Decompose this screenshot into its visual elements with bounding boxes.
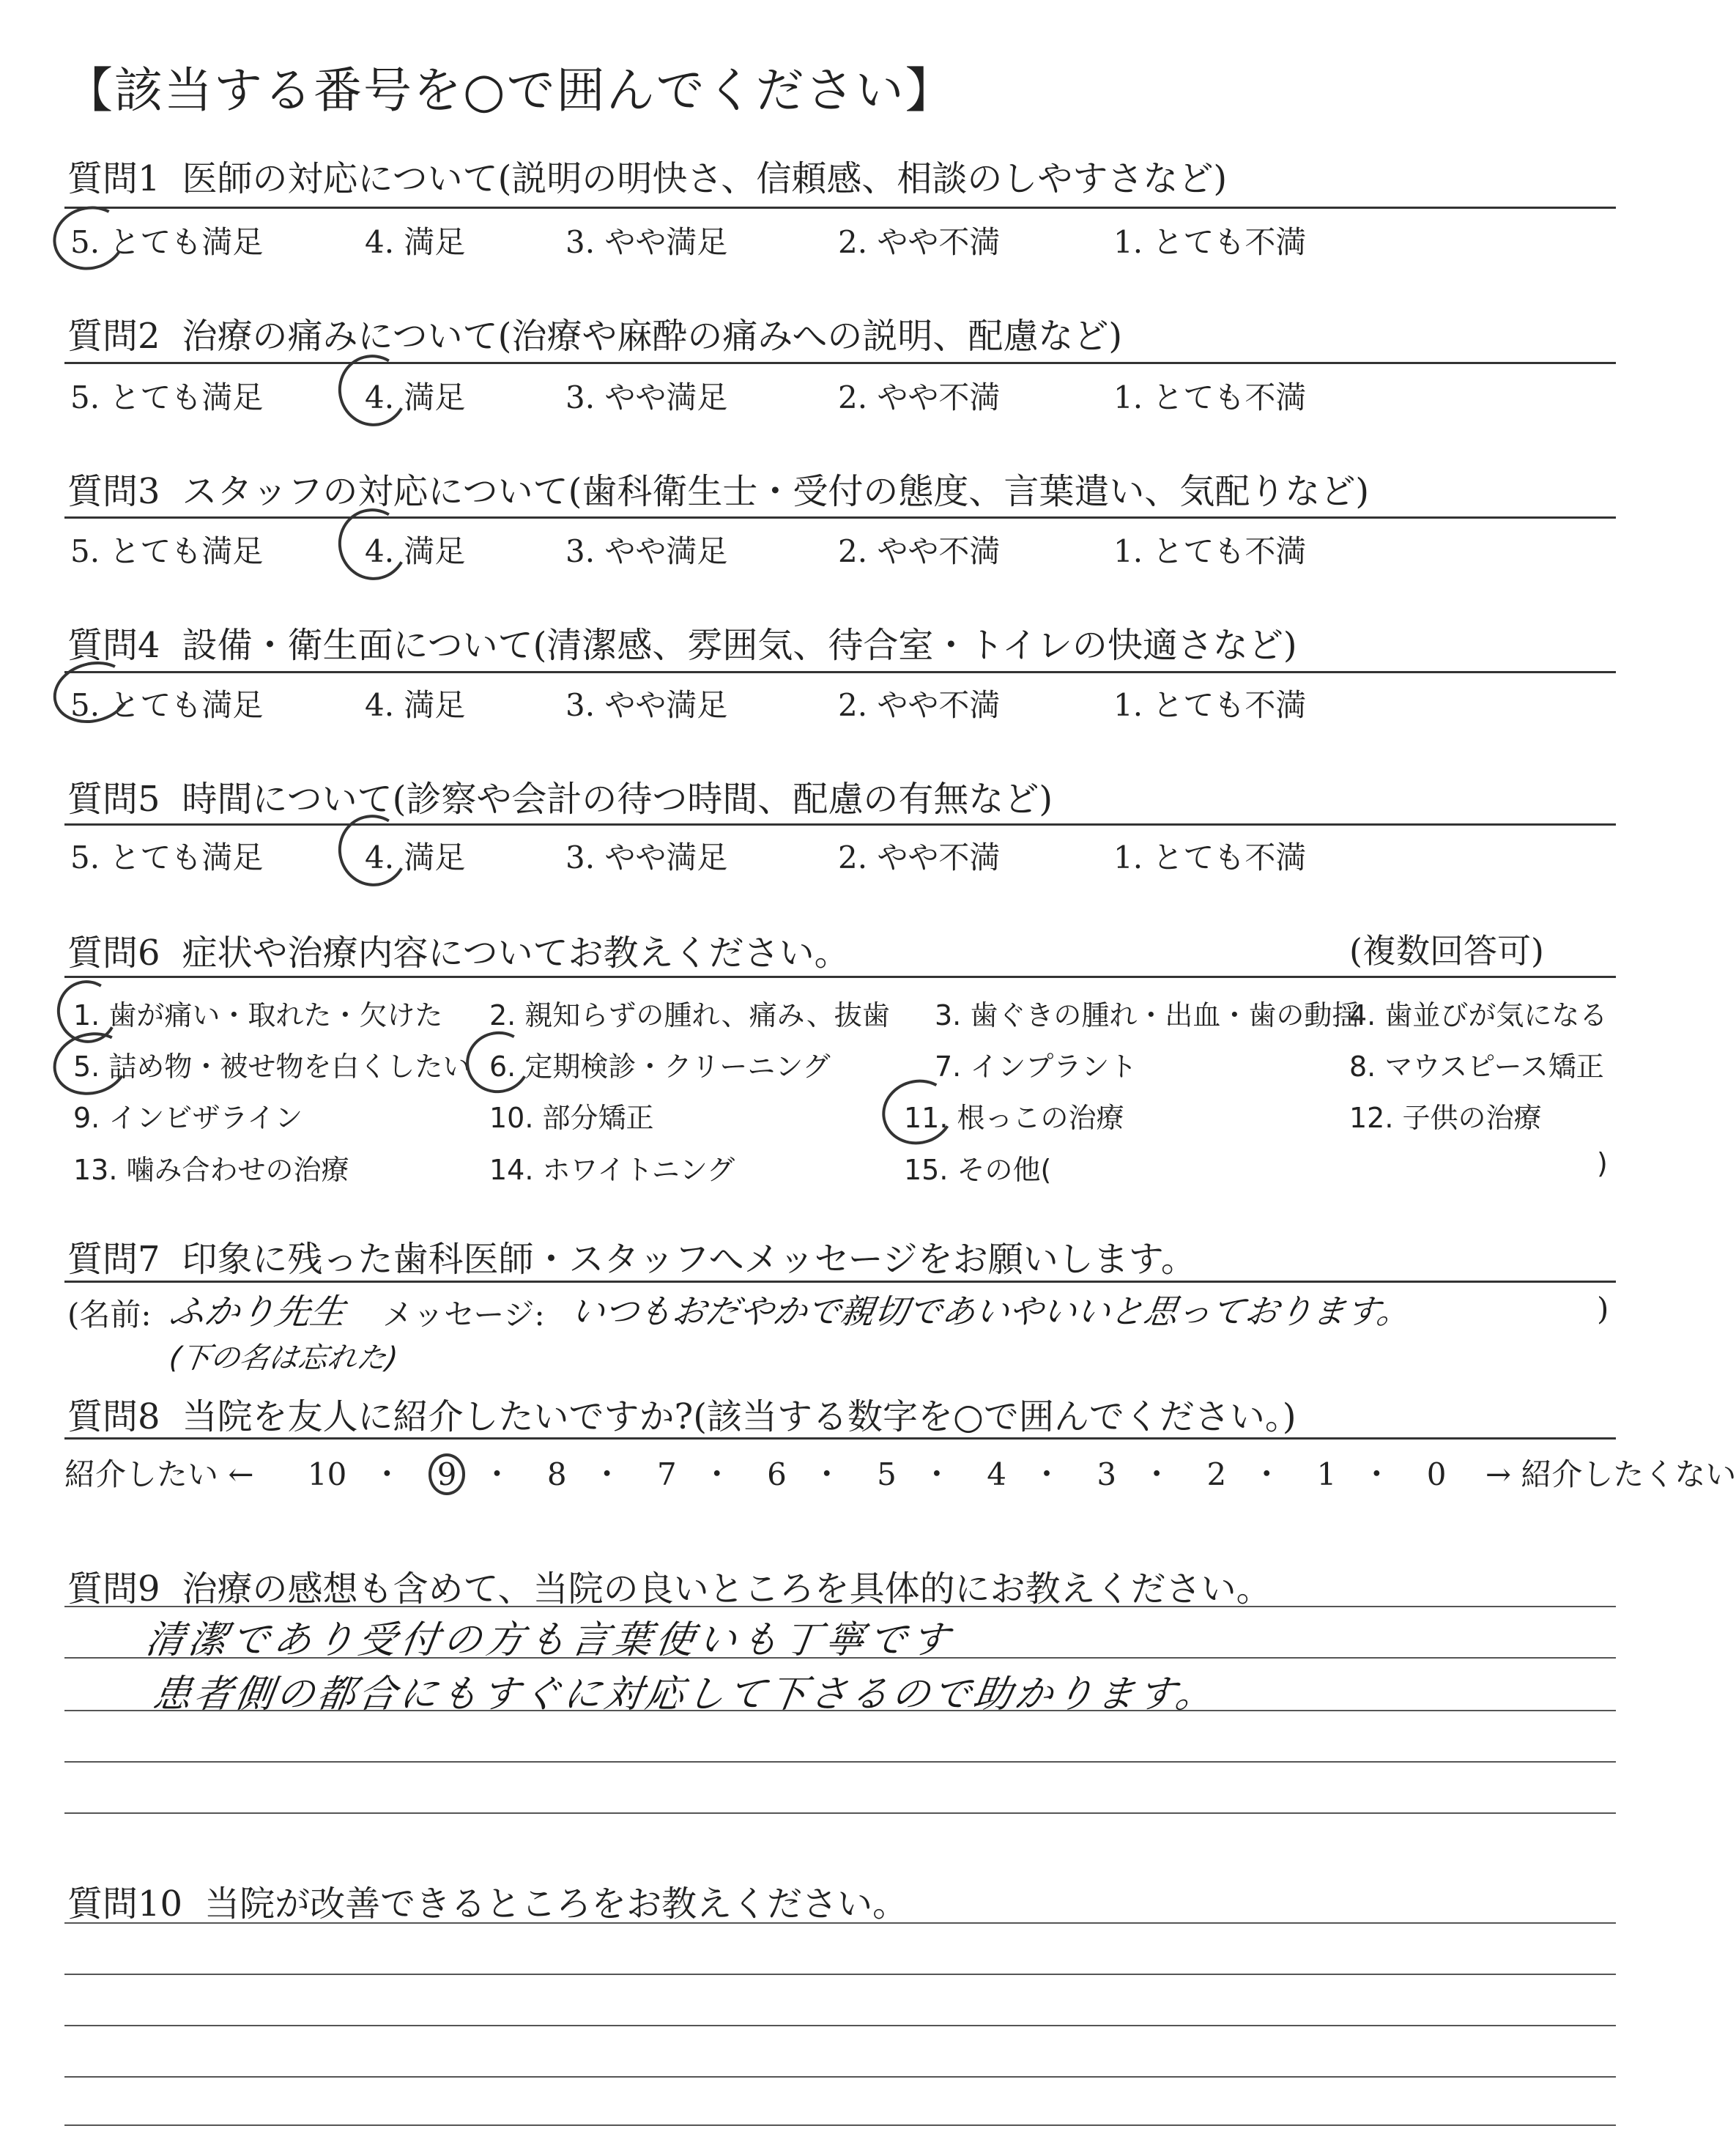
q1-option-4[interactable]: 4. 満足 xyxy=(365,224,466,260)
q2-option-2[interactable]: 2. やや不満 xyxy=(838,379,1001,415)
q8-left-label: 紹介したい ← xyxy=(64,1456,254,1492)
q5-option-1[interactable]: 1. とても不満 xyxy=(1113,840,1307,875)
q9-answer-line-1[interactable]: 清潔であり受付の方も言葉使いも丁寧です xyxy=(143,1618,957,1662)
q6-selection-circle-6 xyxy=(459,1024,538,1100)
q10-line-5 xyxy=(64,2124,1616,2126)
q7-name-label: (名前: xyxy=(67,1297,152,1333)
q6-option-14[interactable]: 14. ホワイトニング xyxy=(489,1154,735,1186)
question-5-rule xyxy=(64,823,1616,826)
q7-message-handwritten[interactable]: いつもおだやかで親切であいやいいと思っております。 xyxy=(568,1292,1414,1331)
q8-right-label: → 紹介したくない xyxy=(1485,1456,1736,1492)
q1-option-5[interactable]: 5. とても満足 xyxy=(70,224,264,260)
q8-scale-5[interactable]: 5 xyxy=(877,1456,897,1492)
q6-option-6[interactable]: 6. 定期検診・クリーニング xyxy=(489,1051,831,1083)
question-1-rule xyxy=(64,207,1616,209)
q3-option-2[interactable]: 2. やや不満 xyxy=(838,533,1001,569)
question-8-rule xyxy=(64,1437,1616,1440)
q6-selection-circle-5 xyxy=(46,1024,136,1103)
question-4-rule xyxy=(64,671,1616,673)
q4-option-3[interactable]: 3. やや満足 xyxy=(565,687,728,723)
q10-line-4 xyxy=(64,2076,1616,2078)
q7-name-note-handwritten: (下の名は忘れた) xyxy=(167,1341,400,1375)
q8-scale-3[interactable]: 3 xyxy=(1097,1456,1117,1492)
q6-option-9[interactable]: 9. インビザライン xyxy=(73,1102,303,1134)
q1-option-1[interactable]: 1. とても不満 xyxy=(1113,224,1307,260)
q6-option-13[interactable]: 13. 噛み合わせの治療 xyxy=(73,1154,349,1186)
question-7-title: 質問7 印象に残った歯科医師・スタッフへメッセージをお願いします。 xyxy=(67,1239,1196,1280)
question-9-title: 質問9 治療の感想も含めて、当院の良いところを具体的にお教えください。 xyxy=(67,1568,1272,1609)
q9-line-5 xyxy=(64,1812,1616,1814)
q2-option-4[interactable]: 4. 満足 xyxy=(365,379,466,415)
q4-option-4[interactable]: 4. 満足 xyxy=(365,687,466,723)
q5-option-3[interactable]: 3. やや満足 xyxy=(565,840,728,875)
q8-scale-0[interactable]: 0 xyxy=(1426,1456,1447,1492)
q6-option-1[interactable]: 1. 歯が痛い・取れた・欠けた xyxy=(73,999,443,1031)
q10-line-3 xyxy=(64,2025,1616,2026)
q6-option-8[interactable]: 8. マウスピース矯正 xyxy=(1349,1051,1604,1083)
question-4-title: 質問4 設備・衛生面について(清潔感、雰囲気、待合室・トイレの快適さなど) xyxy=(67,625,1297,666)
q7-name-handwritten[interactable]: ふかり先生 xyxy=(166,1292,349,1333)
q9-answer-line-2[interactable]: 患者側の都合にもすぐに対応して下さるので助かります。 xyxy=(150,1672,1220,1716)
q7-message-label: メッセージ: xyxy=(382,1297,545,1333)
q9-line-4 xyxy=(64,1761,1616,1763)
q6-option-7[interactable]: 7. インプラント xyxy=(935,1051,1138,1083)
q2-selection-circle xyxy=(330,347,415,434)
q4-option-2[interactable]: 2. やや不満 xyxy=(838,687,1001,723)
question-2-rule xyxy=(64,362,1616,364)
q6-option-2[interactable]: 2. 親知らずの腫れ、痛み、抜歯 xyxy=(489,999,890,1031)
q6-option-15[interactable]: 15. その他( xyxy=(904,1154,1052,1186)
q2-option-1[interactable]: 1. とても不満 xyxy=(1113,379,1307,415)
q6-option-3[interactable]: 3. 歯ぐきの腫れ・出血・歯の動揺 xyxy=(935,999,1360,1031)
q3-option-1[interactable]: 1. とても不満 xyxy=(1113,533,1307,569)
q1-selection-circle xyxy=(46,199,133,278)
question-7-rule xyxy=(64,1281,1616,1283)
q10-line-1 xyxy=(64,1922,1616,1924)
q8-scale-2[interactable]: 2 xyxy=(1206,1456,1227,1492)
question-5-title: 質問5 時間について(診察や会計の待つ時間、配慮の有無など) xyxy=(67,779,1053,820)
q6-option-4[interactable]: 4. 歯並びが気になる xyxy=(1349,999,1608,1031)
multiple-answers-note: (複数回答可) xyxy=(1349,931,1544,971)
q3-option-5[interactable]: 5. とても満足 xyxy=(70,533,264,569)
question-1-title: 質問1 医師の対応について(説明の明快さ、信頼感、相談のしやすさなど) xyxy=(67,158,1228,199)
instruction-header: 【該当する番号を○で囲んでください】 xyxy=(64,62,955,119)
question-6-rule xyxy=(64,976,1616,978)
question-10-title: 質問10 当院が改善できるところをお教えください。 xyxy=(67,1883,908,1924)
q8-scale-1[interactable]: 1 xyxy=(1316,1456,1337,1492)
question-2-title: 質問2 治療の痛みについて(治療や麻酔の痛みへの説明、配慮など) xyxy=(67,316,1123,357)
q2-option-3[interactable]: 3. やや満足 xyxy=(565,379,728,415)
q3-option-4[interactable]: 4. 満足 xyxy=(365,533,466,569)
q6-option-5[interactable]: 5. 詰め物・被せ物を白くしたい xyxy=(73,1051,471,1083)
question-8-title: 質問8 当院を友人に紹介したいですか?(該当する数字を○で囲んでください。) xyxy=(67,1396,1297,1437)
q8-scale-10[interactable]: 10 xyxy=(307,1456,347,1492)
q6-option-12[interactable]: 12. 子供の治療 xyxy=(1349,1102,1542,1134)
question-6-title: 質問6 症状や治療内容についてお教えください。 xyxy=(67,933,850,974)
q4-option-1[interactable]: 1. とても不満 xyxy=(1113,687,1307,723)
q7-close-paren: ) xyxy=(1597,1291,1609,1327)
q9-line-1 xyxy=(64,1606,1616,1607)
q8-scale-6[interactable]: 6 xyxy=(767,1456,787,1492)
q1-option-3[interactable]: 3. やや満足 xyxy=(565,224,728,260)
q10-line-2 xyxy=(64,1974,1616,1975)
q3-selection-circle xyxy=(330,501,415,588)
q5-option-2[interactable]: 2. やや不満 xyxy=(838,840,1001,875)
q5-option-4[interactable]: 4. 満足 xyxy=(365,840,466,875)
q5-option-5[interactable]: 5. とても満足 xyxy=(70,840,264,875)
q8-scale-8[interactable]: 8 xyxy=(546,1456,567,1492)
q4-option-5[interactable]: 5. とても満足 xyxy=(70,687,264,723)
q8-scale-9[interactable]: 9 xyxy=(429,1453,466,1495)
q6-option-10[interactable]: 10. 部分矯正 xyxy=(489,1102,654,1134)
q8-scale-4[interactable]: 4 xyxy=(987,1456,1007,1492)
q8-recommend-scale: 紹介したい ← 10 ・ 9 ・ 8 ・ 7 ・ 6 ・ 5 ・ 4 ・ 3 ・ 2 ・ 1 ・ 0 → 紹介したくない xyxy=(64,1451,1736,1494)
question-3-rule xyxy=(64,516,1616,519)
q1-option-2[interactable]: 2. やや不満 xyxy=(838,224,1001,260)
q6-other-close-paren: ) xyxy=(1597,1147,1608,1179)
q2-option-5[interactable]: 5. とても満足 xyxy=(70,379,264,415)
q8-scale-7[interactable]: 7 xyxy=(656,1456,677,1492)
q6-option-11[interactable]: 11. 根っこの治療 xyxy=(904,1102,1124,1134)
q3-option-3[interactable]: 3. やや満足 xyxy=(565,533,728,569)
question-3-title: 質問3 スタッフの対応について(歯科衛生士・受付の態度、言葉遣い、気配りなど) xyxy=(67,471,1370,512)
